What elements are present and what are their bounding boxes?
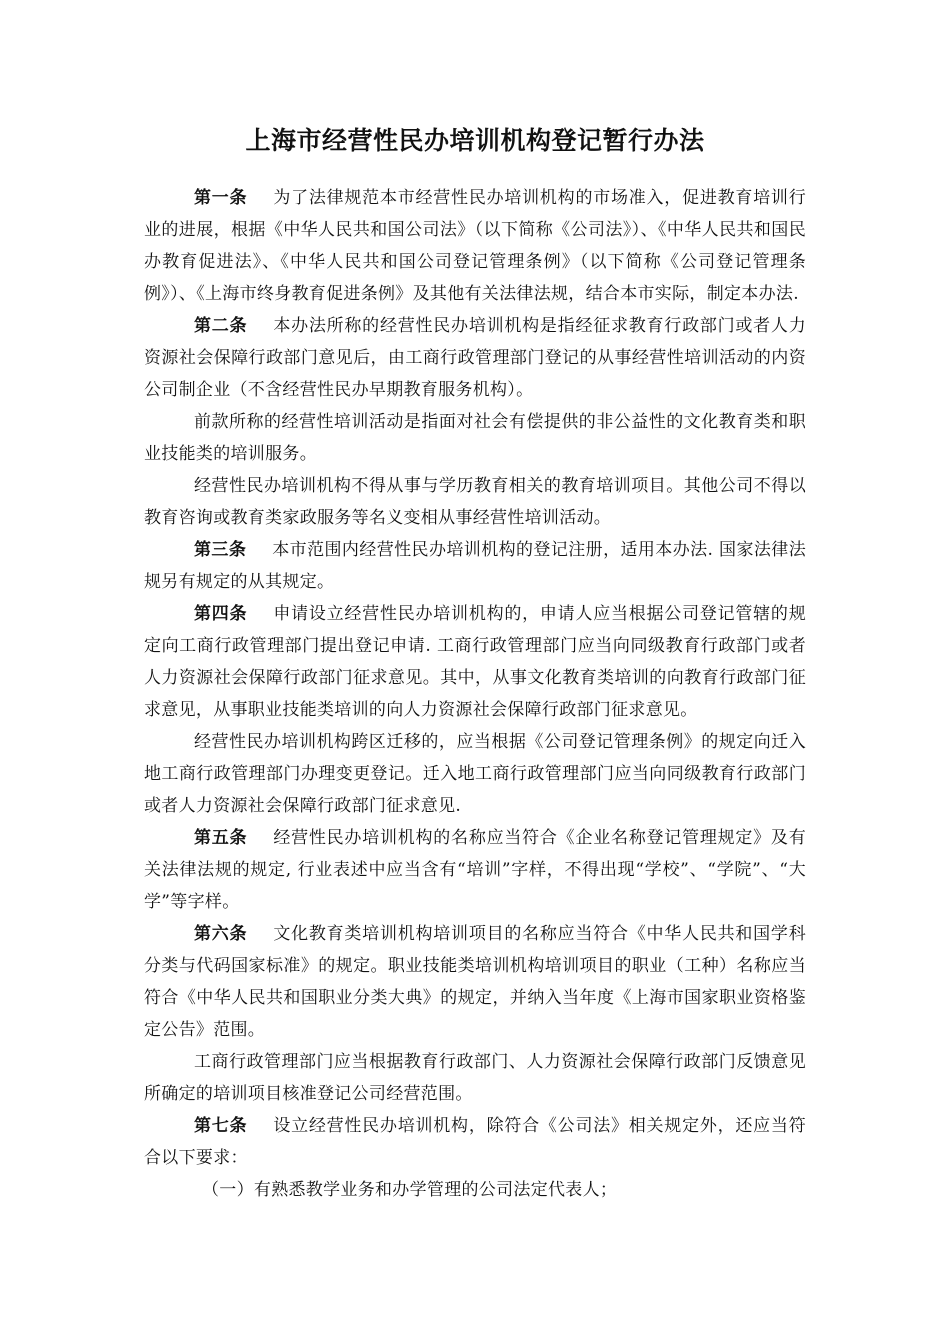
article-text: 本市范围内经营性民办培训机构的登记注册，适用本办法. 国家法律法规另有规定的从其规定。 xyxy=(144,540,807,592)
paragraph: 经营性民办培训机构不得从事与学历教育相关的教育培训项目。其他公司不得以教育咨询或教育类家政服务等名义变相从事经营性培训活动。 xyxy=(144,476,806,528)
article-label: 第四条 xyxy=(194,604,248,624)
article-text: 本办法所称的经营性民办培训机构是指经征求教育行政部门或者人力资源社会保障行政部门意见后，由工商行政管理部门登记的从事经营性培训活动的内资公司制企业（不含经营性民办早期教育服务机构）。 xyxy=(144,316,807,400)
article-label: 第七条 xyxy=(194,1116,248,1136)
list-item: （一）有熟悉教学业务和办学管理的公司法定代表人； xyxy=(202,1180,618,1200)
article-label: 第六条 xyxy=(194,924,248,944)
article-text: 申请设立经营性民办培训机构的，申请人应当根据公司登记管辖的规定向工商行政管理部门提出登记申请. 工商行政管理部门应当向同级教育行政部门或者人力资源社会保障行政部门征求意见。其中，从事文化教育类培训的向教育行政部门征求意见，从事职业技能类培训的向人力资源社会保障行政部门征求意见。 xyxy=(144,604,807,720)
paragraph: 经营性民办培训机构跨区迁移的，应当根据《公司登记管理条例》的规定向迁入地工商行政管理部门办理变更登记。迁入地工商行政管理部门应当向同级教育行政部门或者人力资源社会保障行政部门征求意见. xyxy=(144,732,806,816)
article-1 xyxy=(144,182,806,310)
article-text: 为了法律规范本市经营性民办培训机构的市场准入，促进教育培训行业的进展，根据《中华人民共和国公司法》（以下简称《公司法》）、《中华人民共和国民办教育促进法》、《中华人民共和国公司登记管理条例》（以下简称《公司登记管理条例》）、《上海市终身教育促进条例》及其他有关法律法规，结合本市实际，制定本办法. xyxy=(144,188,807,304)
paragraph: 前款所称的经营性培训活动是指面对社会有偿提供的非公益性的文化教育类和职业技能类的培训服务。 xyxy=(144,412,806,464)
article-3 xyxy=(144,534,806,598)
article-7 xyxy=(144,1110,806,1174)
article-label: 第三条 xyxy=(194,540,247,560)
article-label: 第一条 xyxy=(194,188,248,208)
article-label: 第二条 xyxy=(194,316,248,336)
article-6 xyxy=(144,918,806,1046)
article-text: 文化教育类培训机构培训项目的名称应当符合《中华人民共和国学科分类与代码国家标准》的规定。职业技能类培训机构培训项目的职业（工种）名称应当符合《中华人民共和国职业分类大典》的规定，并纳入当年度《上海市国家职业资格鉴定公告》范围。 xyxy=(144,924,807,1040)
article-label: 第五条 xyxy=(194,828,248,848)
document-title: 上海市经营性民办培训机构登记暂行办法 xyxy=(245,126,705,155)
article-2 xyxy=(144,310,806,406)
article-5 xyxy=(144,822,806,918)
article-4 xyxy=(144,598,806,726)
article-text: 设立经营性民办培训机构，除符合《公司法》相关规定外，还应当符合以下要求： xyxy=(144,1116,807,1168)
paragraph: 工商行政管理部门应当根据教育行政部门、人力资源社会保障行政部门反馈意见所确定的培训项目核准登记公司经营范围。 xyxy=(144,1052,806,1104)
article-text: 经营性民办培训机构的名称应当符合《企业名称登记管理规定》及有关法律法规的规定, 行业表述中应当含有“培训”字样，不得出现“学校”、“学院”、“大学”等字样。 xyxy=(144,828,807,912)
